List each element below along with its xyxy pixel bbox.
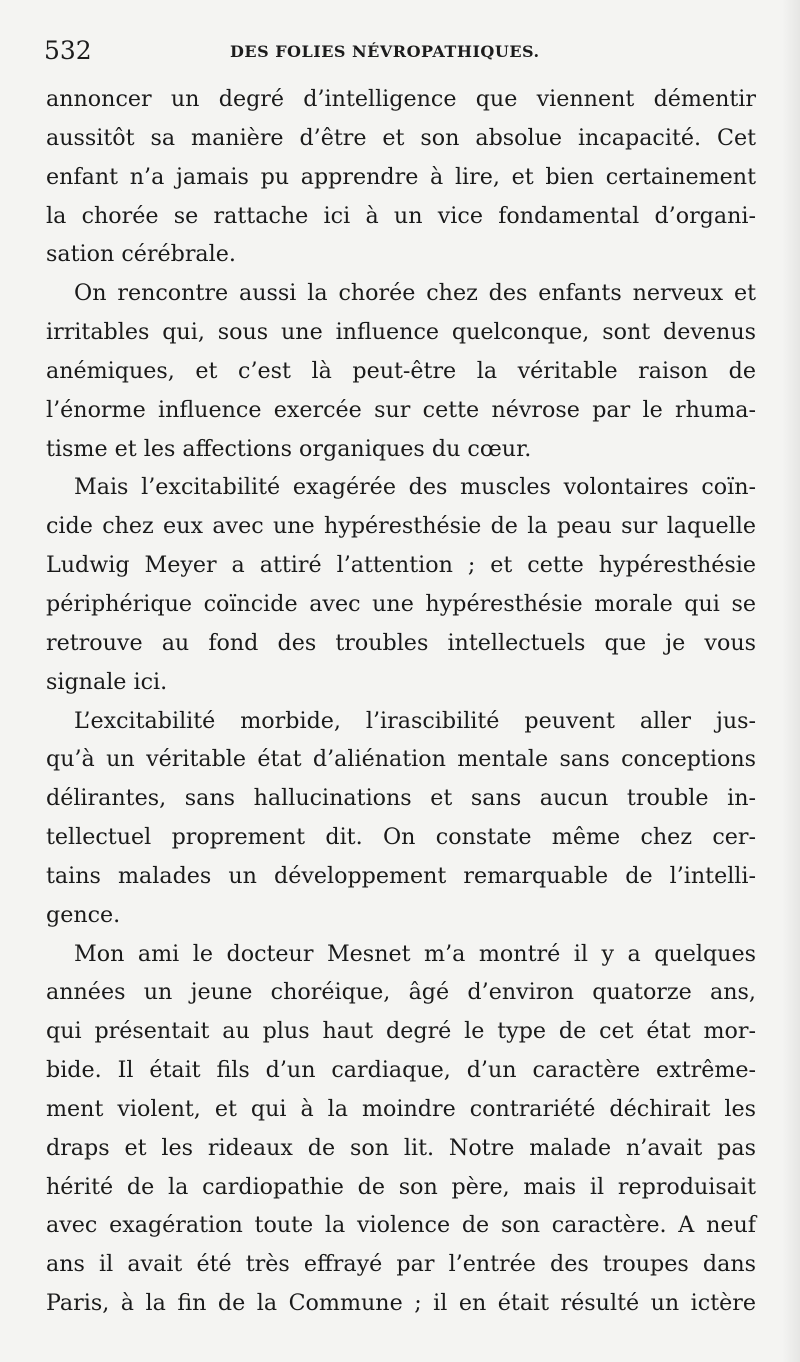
text-line: signale ici. <box>46 668 168 695</box>
text-line: Ludwig Meyer a attiré l’attention ; et cette hypéresthésie <box>46 552 756 579</box>
text-line: Mais l’excitabilité exagérée des muscles volontaires coïn- <box>74 474 756 501</box>
text-line: qui présentait au plus haut degré le type de cet état mor- <box>46 1018 756 1045</box>
paragraph-4 <box>46 702 756 935</box>
text-line: tisme et les affections organiques du cœur. <box>46 435 532 462</box>
text-line: annoncer un degré d’intelligence que viennent démentir <box>46 86 756 112</box>
paragraph-5 <box>46 935 756 1323</box>
text-line: tellectuel proprement dit. On constate même chez cer- <box>46 824 756 851</box>
text-line: qu’à un véritable état d’aliénation mentale sans conceptions <box>46 746 756 773</box>
text-line: la chorée se rattache ici à un vice fondamental d’organi- <box>46 202 756 229</box>
text-line: retrouve au fond des troubles intellectuels que je vous <box>46 629 756 656</box>
paragraph-3 <box>46 468 756 701</box>
text-line: Paris, à la fin de la Commune ; il en était résulté un ictère <box>46 1290 756 1317</box>
page-header <box>44 36 764 66</box>
text-line: avec exagération toute la violence de son caractère. A neuf <box>46 1212 756 1239</box>
text-line: ment violent, et qui à la moindre contrariété déchirait les <box>46 1095 756 1122</box>
text-line: cide chez eux avec une hypéresthésie de la peau sur laquelle <box>46 513 756 540</box>
paragraph-1 <box>46 80 756 274</box>
text-line: Mon ami le docteur Mesnet m’a montré il y a quelques <box>74 940 756 967</box>
running-title: DES FOLIES NÉVROPATHIQUES. <box>230 42 540 61</box>
text-line: On rencontre aussi la chorée chez des enfants nerveux et <box>74 280 756 307</box>
text-line: irritables qui, sous une influence quelconque, sont devenus <box>46 319 756 346</box>
text-line: bide. Il était fils d’un cardiaque, d’un caractère extrême- <box>46 1057 756 1084</box>
text-line: draps et les rideaux de son lit. Notre malade n’avait pas <box>46 1134 756 1161</box>
text-line: aussitôt sa manière d’être et son absolue incapacité. Cet <box>46 124 756 151</box>
text-line: sation cérébrale. <box>46 241 236 268</box>
text-line: années un jeune choréique, âgé d’environ quatorze ans, <box>46 979 756 1006</box>
page-edge-shadow <box>782 0 800 1362</box>
text-line: tains malades un développement remarquable de l’intelli- <box>46 862 756 889</box>
text-line: ans il avait été très effrayé par l’entrée des troupes dans <box>46 1251 756 1278</box>
page-number: 532 <box>44 36 92 65</box>
text-line: périphérique coïncide avec une hypéresthésie morale qui se <box>46 590 756 617</box>
paragraph-2 <box>46 274 756 468</box>
text-line: hérité de la cardiopathie de son père, mais il reproduisait <box>46 1173 756 1200</box>
body-text <box>46 80 756 1323</box>
text-line: l’énorme influence exercée sur cette névrose par le rhuma- <box>46 396 756 423</box>
text-line: délirantes, sans hallucinations et sans aucun trouble in- <box>46 785 756 812</box>
text-line: L’excitabilité morbide, l’irascibilité peuvent aller jus- <box>74 707 756 734</box>
text-line: anémiques, et c’est là peut-être la véritable raison de <box>46 357 756 384</box>
text-line: enfant n’a jamais pu apprendre à lire, et bien certainement <box>46 163 756 190</box>
text-line: gence. <box>46 901 121 928</box>
